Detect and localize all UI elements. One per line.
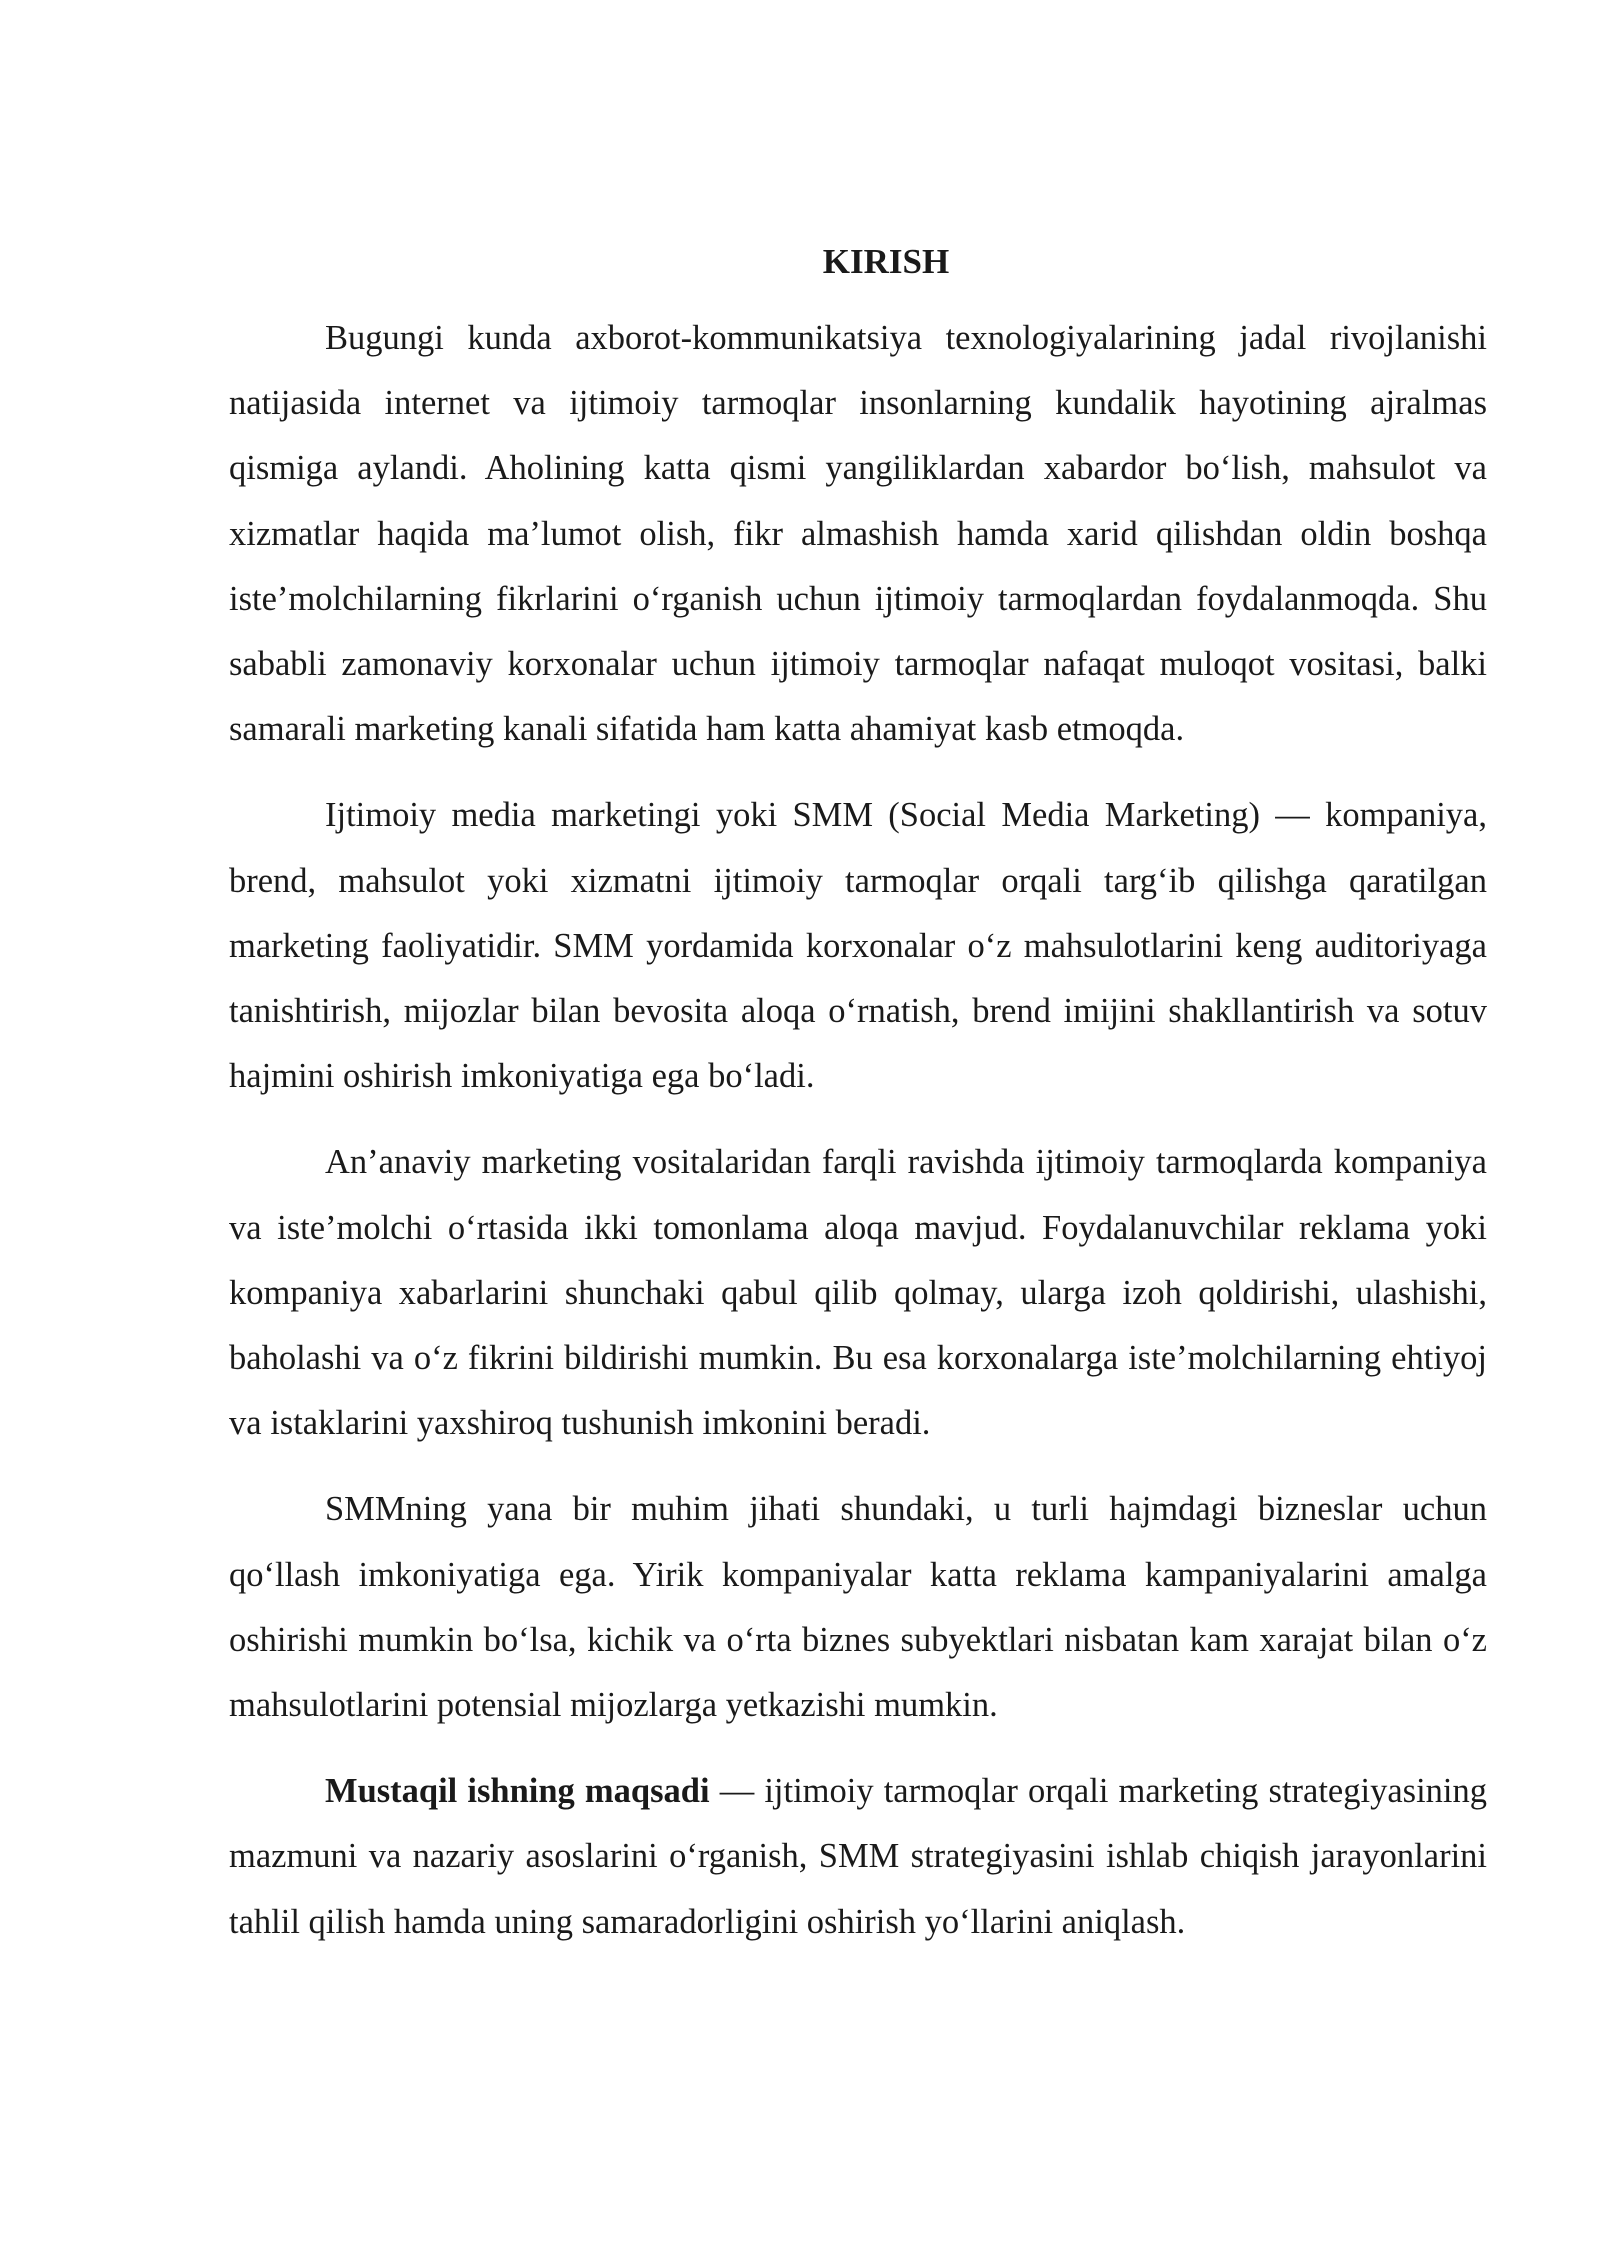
- paragraph-two-way-communication: An’anaviy marketing vositalaridan farqli ravishda ijtimoiy tarmoqlarda kompaniya va iste’molchi o‘rtasida ikki tomonlama aloqa mavjud. Foydalanuvchilar reklama yoki kompaniya xabarlarini shunchaki qabul qilib qolmay, ularga izoh qoldirishi, ulashishi, baholashi va o‘z fikrini bildirishi mumkin. Bu esa korxonalarga iste’molchilarning ehtiyoj va istaklarini yaxshiroq tushunish imkonini beradi.: [229, 1143, 1487, 1443]
- paragraph-intro: Bugungi kunda axborot-kommunikatsiya texnologiyalarining jadal rivojlanishi natijasida internet va ijtimoiy tarmoqlar insonlarning kundalik hayotining ajralmas qismiga aylandi. Aholining katta qismi yangiliklardan xabardor bo‘lish, mahsulot va xizmatlar haqida ma’lumot olish, fikr almashish hamda xarid qilishdan oldin boshqa iste’molchilarning fikrlarini o‘rganish uchun ijtimoiy tarmoqlardan foydalanmoqda. Shu sababli zamonaviy korxonalar uchun ijtimoiy tarmoqlar nafaqat muloqot vositasi, balki samarali marketing kanali sifatida ham katta ahamiyat kasb etmoqda.: [229, 319, 1487, 749]
- paragraph-purpose: [229, 1759, 1487, 1955]
- purpose-label: Mustaqil ishning maqsadi: [325, 1772, 710, 1811]
- paragraph-business-scale: SMMning yana bir muhim jihati shundaki, u turli hajmdagi bizneslar uchun qo‘llash imkoniyatiga ega. Yirik kompaniyalar katta reklama kampaniyalarini amalga oshirishi mumkin bo‘lsa, kichik va o‘rta biznes subyektlari nisbatan kam xarajat bilan o‘z mahsulotlarini potensial mijozlarga yetkazishi mumkin.: [229, 1490, 1487, 1725]
- paragraph-smm-definition: Ijtimoiy media marketingi yoki SMM (Social Media Marketing) — kompaniya, brend, mahsulot yoki xizmatni ijtimoiy tarmoqlar orqali targ‘ib qilishga qaratilgan marketing faoliyatidir. SMM yordamida korxonalar o‘z mahsulotlarini keng auditoriyaga tanishtirish, mijozlar bilan bevosita aloqa o‘rnatish, brend imijini shakllantirish va sotuv hajmini oshirish imkoniyatiga ega bo‘ladi.: [229, 796, 1487, 1096]
- document-body: [229, 238, 1487, 1976]
- purpose-text: — ijtimoiy tarmoqlar orqali marketing strategiyasining mazmuni va nazariy asoslarini o‘rganish, SMM strategiyasini ishlab chiqish jarayonlarini tahlil qilish hamda uning samaradorligini oshirish yo‘llarini aniqlash.: [229, 1772, 1487, 1941]
- section-title: KIRISH: [822, 242, 950, 281]
